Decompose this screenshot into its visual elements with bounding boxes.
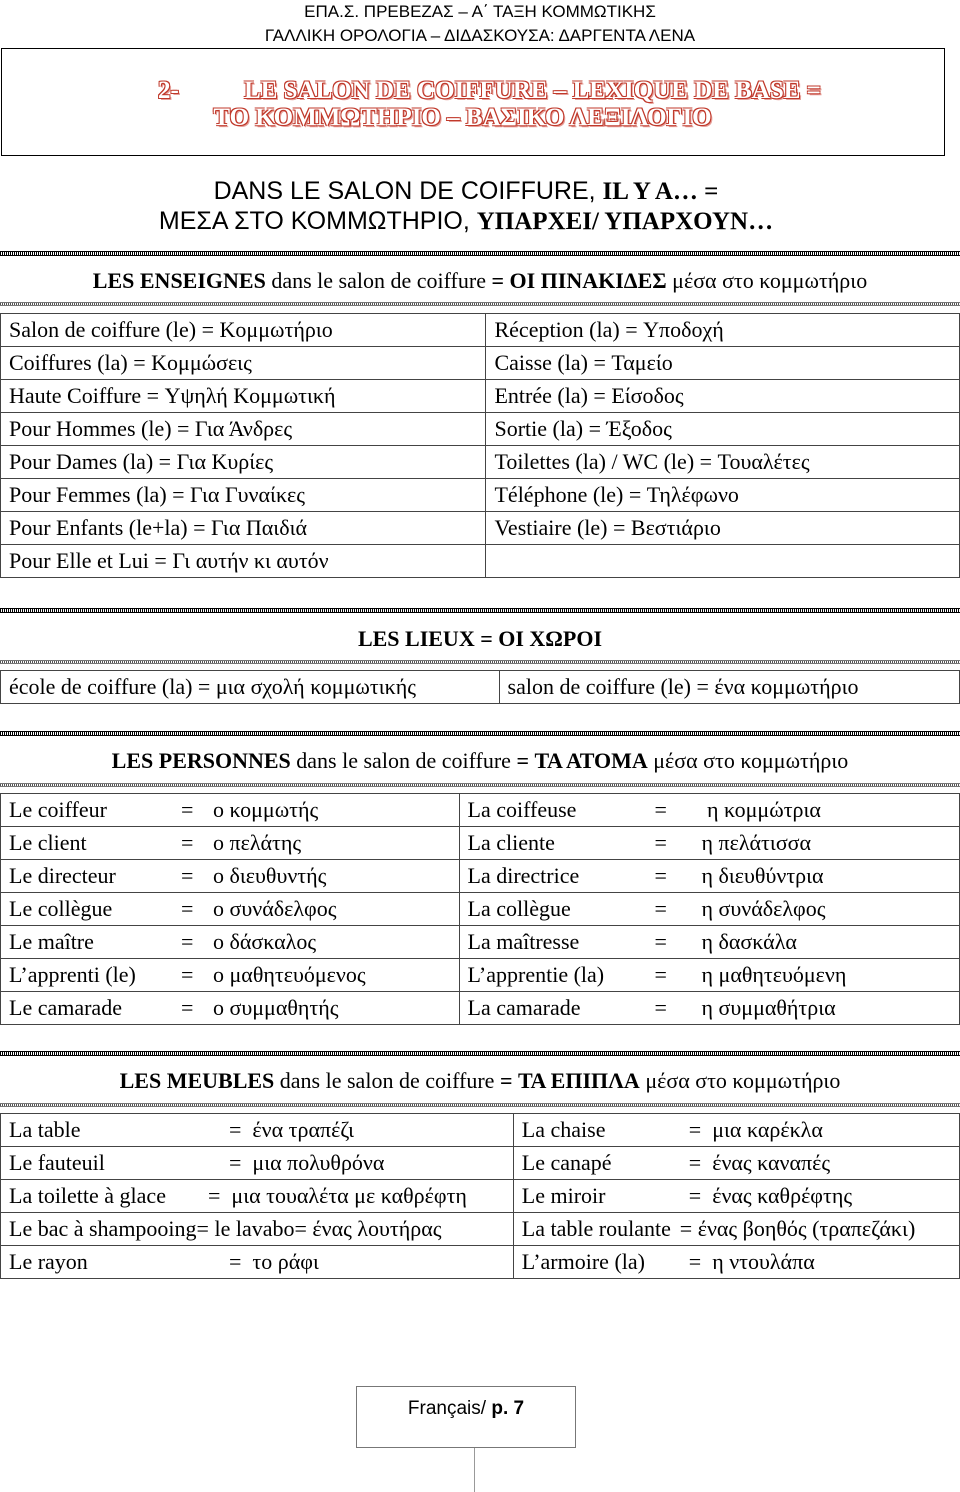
term-fr: Le camarade (9, 995, 122, 1020)
term-fr: L’armoire (la) (521, 1249, 645, 1274)
heading-bold: LES ENSEIGNES (92, 268, 266, 293)
equals-sign: = (181, 929, 194, 954)
table-row (1, 926, 960, 959)
term-gr: ο πελάτης (213, 830, 302, 855)
table-cell: Pour Femmes (la) = Για Γυναίκες (1, 479, 486, 512)
term-gr: η συμμαθήτρια (701, 995, 836, 1020)
term-fr: L’apprentie (la) (467, 962, 605, 987)
intro-l2-bold: ΥΠΑΡΧΕΙ/ ΥΠΑΡΧΟΥΝ… (476, 208, 774, 235)
table-row (1, 446, 960, 479)
table-cell (459, 794, 959, 827)
term-gr: = ένας καναπές (688, 1150, 831, 1175)
section-rule (0, 731, 960, 736)
table-cell (513, 1213, 959, 1246)
table-cell: Caisse (la) = Ταμείο (486, 347, 960, 380)
intro-line-2 (0, 206, 946, 237)
footer-line (474, 1448, 475, 1492)
page-footer (356, 1386, 576, 1448)
table-row (1, 1213, 960, 1246)
section-rule-thin (0, 783, 960, 787)
term-gr: ο διευθυντής (213, 863, 327, 888)
table-row (1, 380, 960, 413)
equals-sign: = (654, 830, 667, 855)
term-fr: La maîtresse (467, 929, 580, 954)
table-row (1, 314, 960, 347)
intro-l1-bold: IL Y A… = (602, 178, 719, 205)
title-line-2: ΤΟ ΚΟΜΜΩΤΗΡΙΟ – ΒΑΣΙΚΟ ΛΕΞΙΛΟΓΙΟ (213, 104, 712, 131)
table-cell (1, 926, 460, 959)
term-fr: La toilette à glace (9, 1183, 166, 1208)
term-fr: Le directeur (9, 863, 116, 888)
term-gr: ο μαθητευόμενος (213, 962, 366, 987)
term-gr: ο συμμαθητής (213, 995, 339, 1020)
section-rule (0, 1051, 960, 1056)
term-gr: η πελάτισσα (701, 830, 812, 855)
section-rule-thin (0, 302, 960, 306)
table-cell (1, 1147, 514, 1180)
table-cell (513, 1114, 959, 1147)
section-rule (0, 608, 960, 613)
term-fr: La cliente (467, 830, 555, 855)
table-row (1, 1114, 960, 1147)
equals-sign: = (181, 797, 194, 822)
heading-text: μέσα στο κομμωτήριο (666, 268, 868, 293)
equals-sign: = (654, 962, 667, 987)
section-rule-thin (0, 660, 960, 664)
table-cell: salon de coiffure (le) = ένα κομμωτήριο (499, 671, 959, 704)
enseignes-heading (0, 268, 960, 294)
heading-text: μέσα στο κομμωτήριο (647, 748, 849, 773)
term-gr: = η ντουλάπα (688, 1249, 815, 1274)
term-gr: = ένας βοηθός (τραπεζάκι) (679, 1216, 916, 1241)
table-row (1, 1180, 960, 1213)
table-cell (1, 1246, 514, 1279)
term-gr: ο συνάδελφος (213, 896, 337, 921)
table-cell (459, 827, 959, 860)
equals-sign: = (654, 863, 667, 888)
table-cell: Pour Dames (la) = Για Κυρίες (1, 446, 486, 479)
table-cell (1, 794, 460, 827)
term-fr: Le collègue (9, 896, 113, 921)
heading-text: dans le salon de coiffure (274, 1068, 500, 1093)
table-cell (459, 926, 959, 959)
table-cell: Vestiaire (le) = Βεστιάριο (486, 512, 960, 545)
table-cell (459, 893, 959, 926)
table-cell (1, 1213, 514, 1246)
table-cell: Réception (la) = Υποδοχή (486, 314, 960, 347)
term-gr: = μια πολυθρόνα (229, 1150, 385, 1175)
term-fr: La camarade (467, 995, 581, 1020)
term-gr: η διευθύντρια (701, 863, 824, 888)
term-fr: La directrice (467, 863, 580, 888)
table-cell: Pour Elle et Lui = Γι αυτήν κι αυτόν (1, 545, 486, 578)
table-row (1, 479, 960, 512)
term-gr: = μια καρέκλα (688, 1117, 823, 1142)
table-cell (1, 992, 460, 1025)
term-gr: = μια τουαλέτα με καθρέφτη (208, 1183, 467, 1208)
heading-text: dans le salon de coiffure (265, 268, 492, 293)
school-header: ΕΠΑ.Σ. ΠΡΕΒΕΖΑΣ – Α΄ ΤΑΞΗ ΚΟΜΜΩΤΙΚΗΣ (304, 2, 656, 21)
intro-line-1 (0, 176, 946, 207)
title-number: 2- (158, 77, 179, 104)
table-cell: Pour Enfants (le+la) = Για Παιδιά (1, 512, 486, 545)
table-cell: école de coiffure (la) = μια σχολή κομμωτικής (1, 671, 500, 704)
table-row (1, 347, 960, 380)
table-row (1, 827, 960, 860)
lieux-table (0, 670, 960, 704)
term-fr: La chaise (521, 1117, 606, 1142)
table-cell (459, 860, 959, 893)
term-gr: η συνάδελφος (701, 896, 826, 921)
term-gr: = ένας καθρέφτης (688, 1183, 853, 1208)
term-gr: ο δάσκαλος (213, 929, 317, 954)
table-cell: Haute Coiffure = Υψηλή Κομμωτική (1, 380, 486, 413)
table-cell (459, 992, 959, 1025)
equals-sign: = (181, 896, 194, 921)
term-fr: La table roulante (521, 1216, 671, 1241)
table-cell (513, 1246, 959, 1279)
term-fr: Le bac à shampooing= le lavabo= ένας λουτήρας (9, 1216, 442, 1241)
table-row (1, 794, 960, 827)
personnes-table (0, 793, 960, 1025)
term-gr: ο κομμωτής (213, 797, 319, 822)
table-cell (459, 959, 959, 992)
personnes-heading (0, 748, 960, 774)
term-fr: Le rayon (9, 1249, 88, 1274)
equals-sign: = (654, 995, 667, 1020)
table-cell: Salon de coiffure (le) = Κομμωτήριο (1, 314, 486, 347)
equals-sign: = (181, 995, 194, 1020)
term-gr: η μαθητευόμενη (701, 962, 847, 987)
table-cell (513, 1147, 959, 1180)
table-cell: Téléphone (le) = Τηλέφωνο (486, 479, 960, 512)
term-fr: Le maître (9, 929, 94, 954)
term-fr: Le canapé (521, 1150, 612, 1175)
table-cell (1, 1114, 514, 1147)
table-cell (1, 860, 460, 893)
term-fr: L’apprenti (le) (9, 962, 136, 987)
section-rule-thin (0, 1103, 960, 1107)
meubles-heading (0, 1068, 960, 1094)
table-cell (513, 1180, 959, 1213)
table-row (1, 671, 960, 704)
table-cell: Pour Hommes (le) = Για Άνδρες (1, 413, 486, 446)
title-line-1: LE SALON DE COIFFURE – LEXIQUE DE BASE = (244, 77, 821, 104)
equals-sign: = (654, 797, 667, 822)
equals-sign: = (181, 863, 194, 888)
intro-l1-normal: DANS LE SALON DE COIFFURE, (213, 177, 603, 205)
term-fr: La table (9, 1117, 81, 1142)
term-gr: η κομμώτρια (701, 797, 821, 822)
course-header: ΓΑΛΛΙΚΗ ΟΡΟΛΟΓΙΑ – ΔΙΔΑΣΚΟΥΣΑ: ΔΑΡΓΕΝΤΑ ΛΕΝΑ (264, 26, 696, 45)
term-gr: η δασκάλα (701, 929, 797, 954)
heading-bold: = ΤΑ ΕΠΙΠΛΑ (499, 1068, 640, 1093)
table-row (1, 992, 960, 1025)
table-row (1, 959, 960, 992)
term-gr: = ένα τραπέζι (229, 1117, 355, 1142)
section-rule (0, 251, 960, 256)
table-cell: Entrée (la) = Είσοδος (486, 380, 960, 413)
table-row (1, 893, 960, 926)
term-fr: Le fauteuil (9, 1150, 105, 1175)
intro-l2-normal: ΜΕΣΑ ΣΤΟ ΚΟΜΜΩΤΗΡΙΟ, (158, 207, 477, 235)
equals-sign: = (654, 929, 667, 954)
table-row (1, 413, 960, 446)
table-row (1, 512, 960, 545)
term-gr: = το ράφι (229, 1249, 319, 1274)
table-cell (1, 1180, 514, 1213)
term-fr: Le miroir (521, 1183, 606, 1208)
table-cell (486, 545, 960, 578)
enseignes-table (0, 313, 960, 578)
table-cell: Coiffures (la) = Κομμώσεις (1, 347, 486, 380)
page-number: p. 7 (491, 1398, 525, 1419)
term-fr: La collègue (467, 896, 571, 921)
table-row (1, 1147, 960, 1180)
heading-bold: LES MEUBLES (119, 1068, 275, 1093)
equals-sign: = (181, 962, 194, 987)
table-cell (1, 893, 460, 926)
footer-text: Français/ (407, 1398, 492, 1419)
term-fr: La coiffeuse (467, 797, 577, 822)
term-fr: Le coiffeur (9, 797, 107, 822)
table-cell: Sortie (la) = Έξοδος (486, 413, 960, 446)
heading-bold: LES PERSONNES (111, 748, 291, 773)
meubles-table (0, 1113, 960, 1279)
equals-sign: = (654, 896, 667, 921)
table-row (1, 545, 960, 578)
table-cell: Toilettes (la) / WC (le) = Τουαλέτες (486, 446, 960, 479)
table-cell (1, 827, 460, 860)
heading-text: μέσα στο κομμωτήριο (639, 1068, 841, 1093)
term-fr: Le client (9, 830, 87, 855)
lieux-heading: LES LIEUX = ΟΙ ΧΩΡΟΙ (357, 626, 603, 651)
table-cell (1, 959, 460, 992)
heading-text: dans le salon de coiffure (290, 748, 517, 773)
heading-bold: = ΟΙ ΠΙΝΑΚΙΔΕΣ (491, 268, 667, 293)
table-row (1, 1246, 960, 1279)
table-row (1, 860, 960, 893)
heading-bold: = ΤΑ ΑΤΟΜΑ (516, 748, 648, 773)
equals-sign: = (181, 830, 194, 855)
